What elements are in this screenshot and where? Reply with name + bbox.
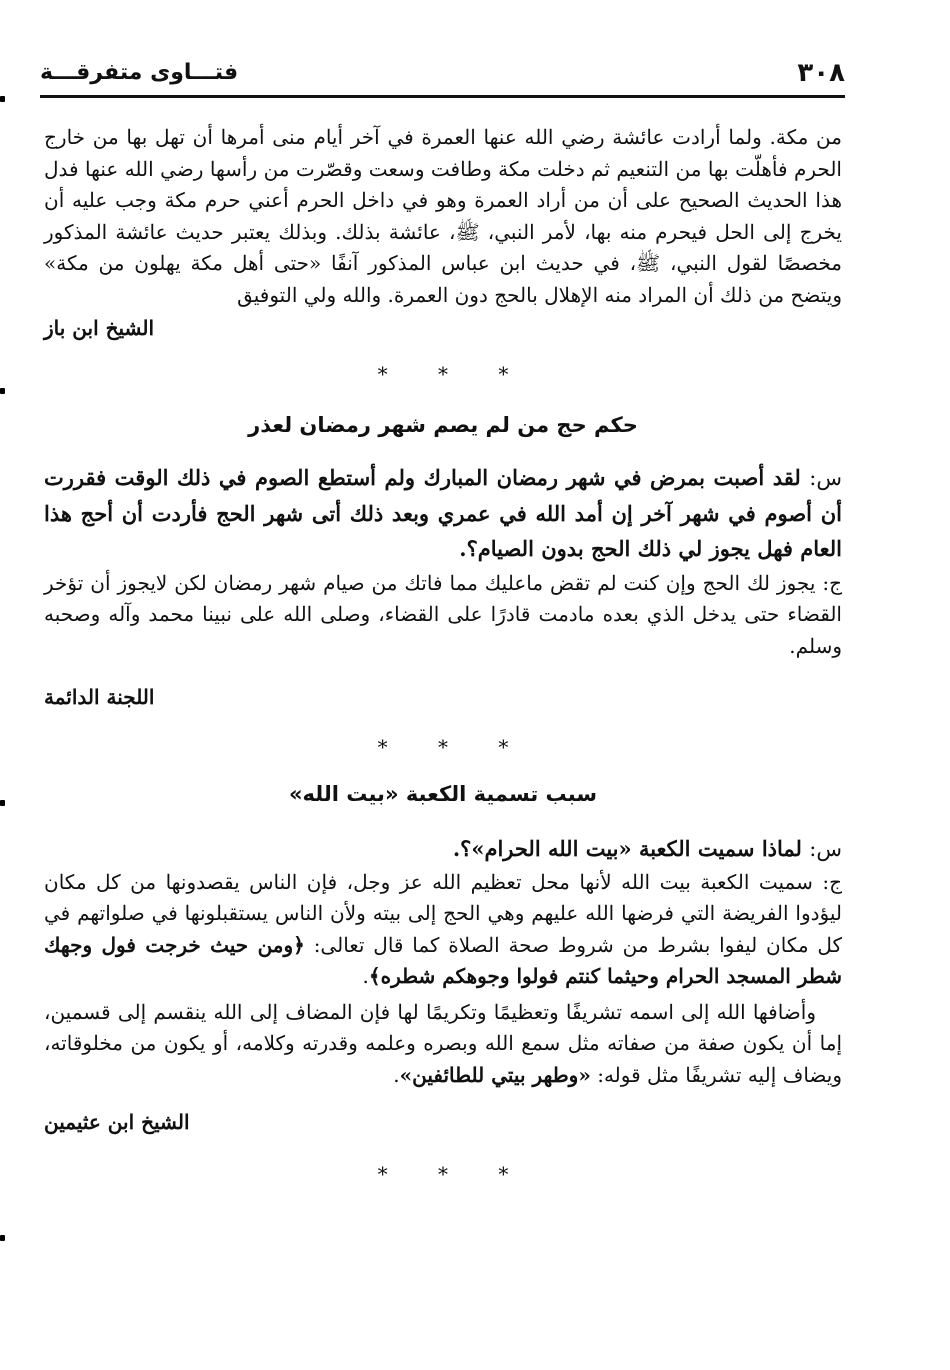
question-label: س: [809,465,842,490]
answer-end: . [362,964,369,988]
answer-kaaba-continued [44,997,842,1092]
question-text: لقد أصبت بمرض في شهر رمضان المبارك ولم أستطع الصوم في ذلك الوقت فقررت أن أصوم في شهر آخر إن أمد الله في عمري وبعد ذلك أتى شهر الحج فأردت أن أحج هذا العام فهل يجوز لي ذلك الحج بدون الصيام؟. [44,464,842,561]
answer-text: ج: سميت الكعبة بيت الله لأنها محل تعظيم الله عز وجل، فإن الناس يقصدونها من كل مكان ليؤدوا الفريضة التي فرضها الله عليهم وهي الحج إلى بيته ولأن الناس يستقبلونها في صلواتهم في كل مكان ليفوا بشرط من شروط صحة الصلاة كما قال تعالى: [44,869,843,957]
answer-ramadan: ج: يجوز لك الحج وإن كنت لم تقض ماعليك مما فاتك من صيام شهر رمضان لكن لايجوز أن تؤخر القضاء حتى يدخل الذي بعده مادمت قادرًا على القضاء، وصلى الله على نبينا محمد وآله وصحبه وسلم. [44,570,842,658]
signature-permanent-committee: اللجنة الدائمة [44,685,155,709]
answer-kaaba [44,867,842,993]
page-number: ٣٠٨ [797,58,845,88]
quran-verse: ﴿ومن حيث خرجت فول وجهك شطر المسجد الحرام وحيثما كنتم فولوا وجوهكم شطره﴾ [44,932,842,988]
question-kaaba [44,831,842,867]
header-rule [40,95,845,98]
section-separator: * * * [377,1161,531,1186]
question-label: س: [809,836,842,861]
fatwa-continuation: من مكة. ولما أرادت عائشة رضي الله عنها العمرة في آخر أيام منى أمرها أن تهل بها من خارج الحرم فأهلّت بها من التنعيم ثم دخلت مكة وطافت وسعت وقصّرت من رأسها رضي الله عنها فدل هذا الحديث الصحيح على أن من أراد العمرة وهو في داخل الحرم أعني حرم مكة وجب عليه أن يخرج إلى الحل فيحرم منه بها، لأمر النبي، ﷺ، عائشة بذلك. وبذلك يعتبر حديث عائشة المذكور مخصصًا لقول النبي، ﷺ، في حديث ابن عباس المذكور آنفًا «حتى أهل مكة يهلون من مكة» ويتضح من ذلك أن المراد منه الإهلال بالحج دون العمرة. والله ولي التوفيق [44,125,842,307]
signature-ibn-baz: الشيخ ابن باز [44,316,155,340]
signature-ibn-uthaymeen: الشيخ ابن عثيمين [44,1110,190,1134]
running-title: فتـــاوى متفرقـــة [40,60,239,85]
scan-mark [0,1235,5,1241]
answer-text: وأضافها الله إلى اسمه تشريفًا وتعظيمًا وتكريمًا لها فإن المضاف إلى الله ينقسم إلى قسمين، إما أن يكون صفة من صفاته مثل سمع الله وبصره وعلمه وقدرته وكلامه، أو يكون من مخلوقاته، ويضاف إليه تشريفًا مثل قوله: [44,999,842,1087]
fatwa-heading-kaaba: سبب تسمية الكعبة «بيت الله» [288,782,597,806]
question-text: لماذا سميت الكعبة «بيت الله الحرام»؟. [452,835,802,861]
scan-mark [0,96,5,102]
section-separator: * * * [377,734,531,759]
section-separator: * * * [377,361,531,386]
question-ramadan [44,460,842,566]
scan-mark [0,800,5,806]
quran-verse: «وطهر بيتي للطائفين» [399,1062,591,1087]
scan-mark [0,388,5,394]
answer-end: . [393,1062,400,1087]
fatwa-heading-ramadan: حكم حج من لم يصم شهر رمضان لعذر [248,413,638,437]
page-content [44,122,842,1190]
page-header [40,56,845,96]
